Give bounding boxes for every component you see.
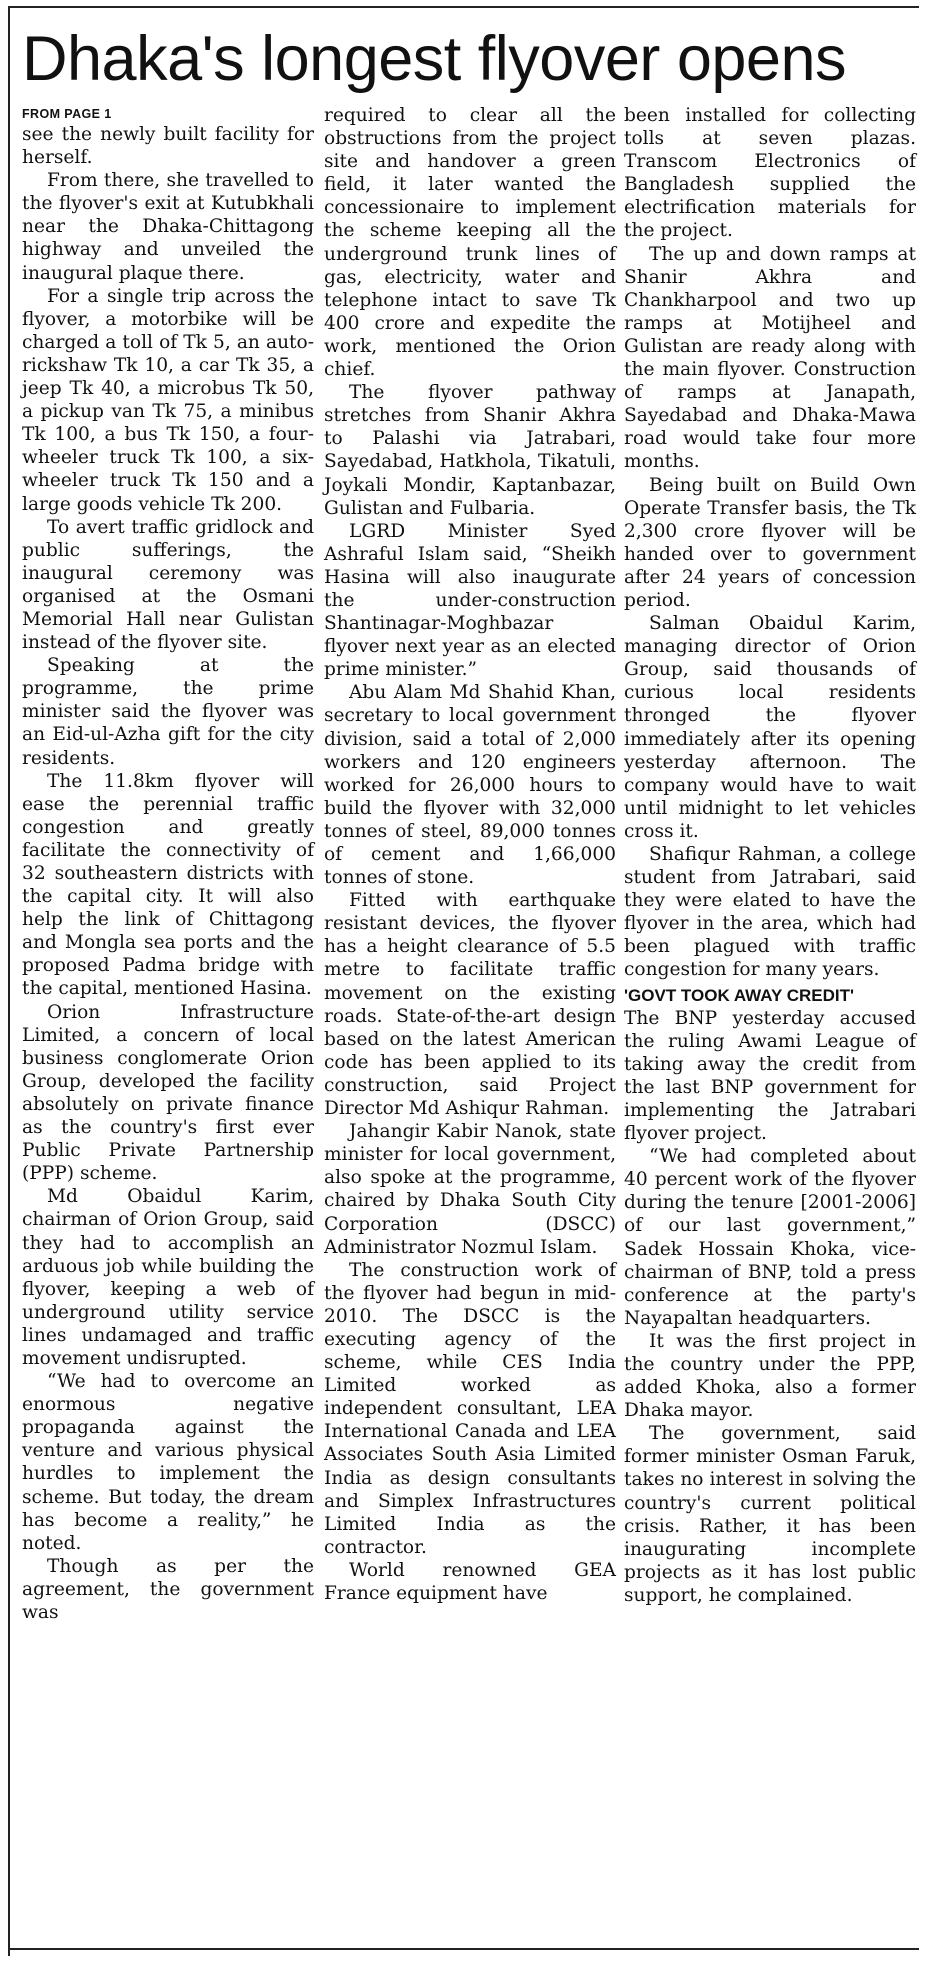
paragraph: Salman Obaidul Karim, managing director of Orion Group, said thousands of curious local residents thronged the flyover immediately after its opening yesterday afternoon. The company would have to wait until midnight to let vehicles cross it. — [624, 613, 916, 842]
paragraph: It was the first project in the country under the PPP, added Khoka, also a former Dhaka mayor. — [624, 1330, 916, 1422]
paragraph: “We had completed about 40 percent work of the flyover during the tenure [2001-2006] of our last government,” Sadek Hossain Khoka, vice-chairman of BNP, told a press conference at the party's Nayapaltan headquarters. — [624, 1146, 916, 1329]
paragraph: For a single trip across the flyover, a motorbike will be charged a toll of Tk 5, an auto-rickshaw Tk 10, a car Tk 35, a jeep Tk 40, a microbus Tk 50, a pickup van Tk 75, a minibus Tk 100, a bus Tk 150, a four-wheeler truck Tk 100, a six-wheeler truck Tk 150 and a large goods vehicle Tk 200. — [22, 285, 314, 515]
top-rule — [8, 6, 919, 8]
paragraph: The flyover pathway stretches from Shanir Akhra to Palashi via Jatrabari, Sayedabad, Hatkhola, Tikatuli, Joykali Mondir, Kaptanbazar, Gulistan and Fulbaria. — [324, 382, 616, 519]
paragraph: The up and down ramps at Shanir Akhra and Chankharpool and two up ramps at Motijheel and Gulistan are ready along with the main flyover. Construction of ramps at Janapath, Sayedabad and Dhaka-Mawa road would take four more months. — [624, 243, 916, 473]
paragraph: “We had to overcome an enormous negative propaganda against the venture and various physical hurdles to implement the scheme. But today, the dream has become a reality,” he noted. — [22, 1371, 314, 1554]
paragraph: Abu Alam Md Shahid Khan, secretary to local government division, said a total of 2,000 workers and 120 engineers worked for 26,000 hours to build the flyover with 32,000 tonnes of steel, 89,000 tonnes of cement and 1,66,000 tonnes of stone. — [324, 682, 616, 889]
paragraph: The government, said former minister Osman Faruk, takes no interest in solving the country's current political crisis. Rather, it has been inaugurating incomplete projects as it has lost public support, he complained. — [624, 1423, 916, 1606]
paragraph: Jahangir Kabir Nanok, state minister for local government, also spoke at the programme, chaired by Dhaka South City Corporation (DSCC) Administrator Nozmul Islam. — [324, 1121, 616, 1258]
paragraph: The construction work of the flyover had begun in mid-2010. The DSCC is the executing agency of the scheme, while CES India Limited worked as independent consultant, LEA International Canada and LEA Associates South Asia Limited India as design consultants and Simplex Infrastructures Limited India as the contractor. — [324, 1259, 616, 1558]
paragraph: Fitted with earthquake resistant devices, the flyover has a height clearance of 5.5 metre to facilitate traffic movement on the existing roads. State-of-the-art design based on the latest American code has been applied to its construction, said Project Director Md Ashiqur Rahman. — [324, 890, 616, 1120]
column-1 — [22, 106, 314, 1624]
kicker: FROM PAGE 1 — [22, 107, 112, 121]
paragraph: required to clear all the obstructions from the project site and handover a green field, it later wanted the concessionaire to implement the scheme keeping all the underground trunk lines of gas, electricity, water and telephone intact to save Tk 400 crore and expedite the work, mentioned the Orion chief. — [324, 105, 616, 381]
paragraph: see the newly built facility for herself. — [22, 124, 314, 169]
paragraph: From there, she travelled to the flyover's exit at Kutubkhali near the Dhaka-Chittagong highway and unveiled the inaugural plaque there. — [22, 170, 314, 284]
paragraph: Speaking at the programme, the prime minister said the flyover was an Eid-ul-Azha gift for the city residents. — [22, 655, 314, 769]
paragraph: Orion Infrastructure Limited, a concern of local business conglomerate Orion Group, developed the facility absolutely on private finance as the country's first ever Public Private Partnership (PPP) scheme. — [22, 1001, 314, 1185]
paragraph: Being built on Build Own Operate Transfer basis, the Tk 2,300 crore flyover will be handed over to government after 24 years of concession period. — [624, 474, 916, 611]
paragraph: LGRD Minister Syed Ashraful Islam said, “Sheikh Hasina will also inaugurate the under-construction Shantinagar-Moghbazar flyover next year as an elected prime minister.” — [324, 520, 616, 681]
paragraph: The BNP yesterday accused the ruling Awami League of taking away the credit from the last BNP government for implementing the Jatrabari flyover project. — [624, 1007, 916, 1145]
left-rule — [8, 6, 10, 1956]
paragraph: Though as per the agreement, the government was — [22, 1555, 314, 1623]
paragraph: The 11.8km flyover will ease the perennial traffic congestion and greatly facilitate the connectivity of 32 southeastern districts with the capital city. It will also help the link of Chittagong and Mongla sea ports and the proposed Padma bridge with the capital, mentioned Hasina. — [22, 770, 314, 1000]
paragraph: Md Obaidul Karim, chairman of Orion Group, said they had to accomplish an arduous job while building the flyover, keeping a web of underground utility service lines undamaged and traffic movement undisrupted. — [22, 1186, 314, 1369]
paragraph: been installed for collecting tolls at seven plazas. Transcom Electronics of Bangladesh supplied the electrification materials for the project. — [624, 105, 916, 242]
paragraph: World renowned GEA France equipment have — [324, 1559, 616, 1604]
bottom-rule — [8, 1948, 919, 1950]
column-2 — [324, 104, 616, 1605]
headline: Dhaka's longest flyover opens — [22, 24, 847, 94]
paragraph: To avert traffic gridlock and public sufferings, the inaugural ceremony was organised at the Osmani Memorial Hall near Gulistan instead of the flyover site. — [22, 516, 314, 654]
paragraph: Shafiqur Rahman, a college student from Jatrabari, said they were elated to have the flyover in the area, which had been plagued with traffic congestion for many years. — [624, 844, 916, 981]
subhead: 'GOVT TOOK AWAY CREDIT' — [624, 985, 855, 1005]
column-3 — [624, 104, 916, 1607]
